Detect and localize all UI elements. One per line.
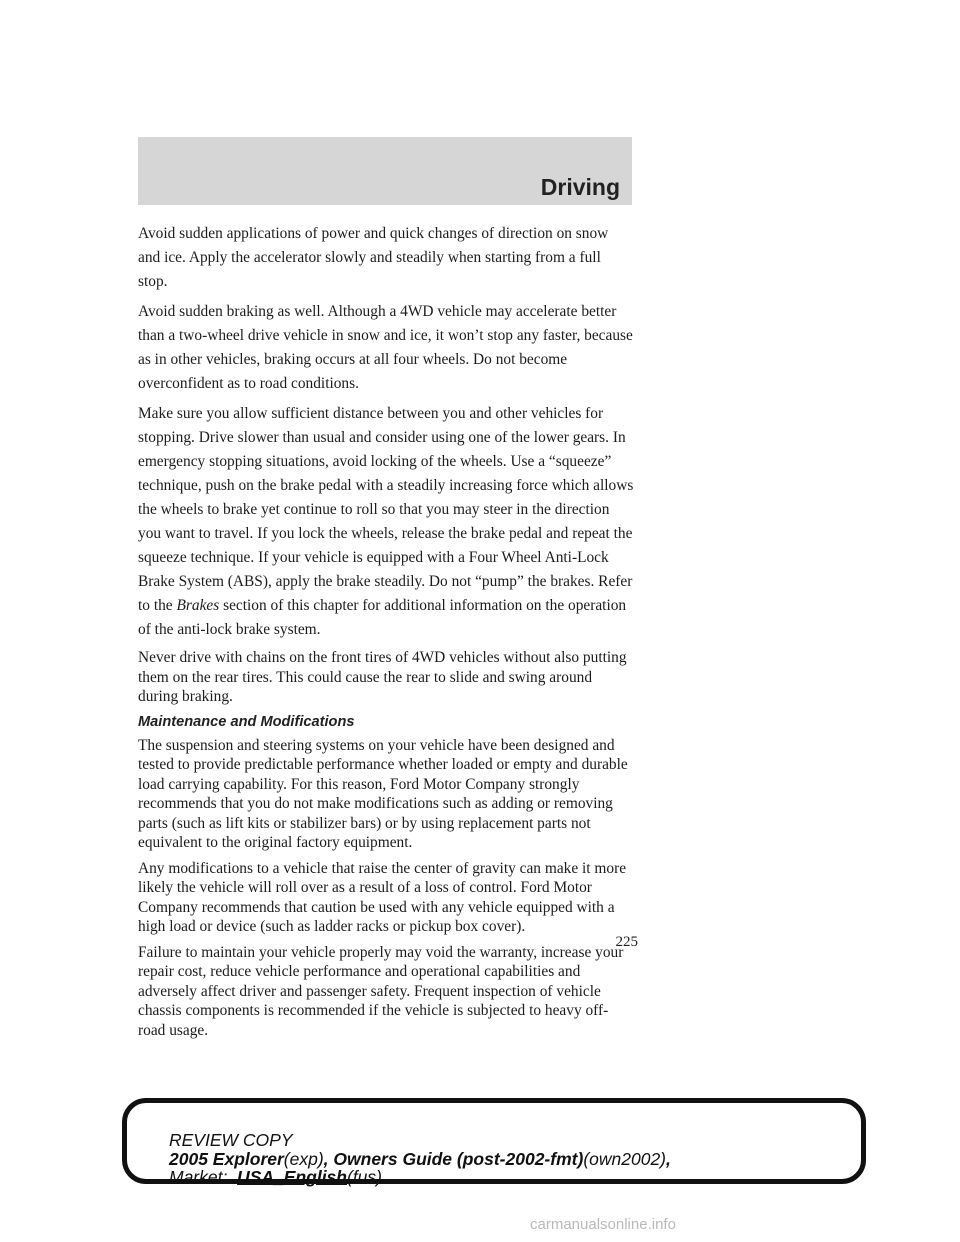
review-model: 2005 Explorer (169, 1149, 284, 1169)
section-title: Driving (540, 174, 620, 200)
review-market-code: (fus) (346, 1167, 382, 1187)
review-copy-label: REVIEW COPY (169, 1130, 293, 1150)
review-separator-2: , (666, 1149, 671, 1169)
review-model-code: (exp) (283, 1149, 324, 1169)
review-market-line (169, 1167, 382, 1188)
stopping-text-before: Make sure you allow sufficient distance between you and other vehicles for stopping. Drive slower than usual and consider using one of the lower gears. In emergency stopping situations, avoid locking of the wheels. Use a “squeeze” technique, push on the brake pedal with a steadily increasing force which allows the wheels to brake yet continue to roll so that you may steer in the direction you want to travel. If you lock the wheels, release the brake pedal and repeat the squeeze technique. If your vehicle is equipped with a Four Wheel Anti-Lock Brake System (ABS), apply the brake steadily. Do not “pump” the brakes. Refer to the (138, 405, 634, 614)
paragraph-stopping-distance (138, 402, 634, 642)
review-guide-code: (own2002) (583, 1149, 667, 1169)
watermark: carmanualsonline.info (530, 1216, 676, 1233)
review-separator-1: , (323, 1149, 334, 1169)
paragraph-modifications: Any modifications to a vehicle that raise the center of gravity can make it more likely the vehicle will roll over as a result of a loss of control. Ford Motor Company recommends that caution be used with any vehicle equipped with a high load or device (such as ladder racks or pickup box cover). (138, 859, 627, 935)
page-number: 225 (615, 934, 638, 950)
body-text (138, 222, 634, 1046)
review-market-label: Market: (169, 1167, 228, 1187)
paragraph-maintenance: Failure to maintain your vehicle properly may void the warranty, increase your repair cost, reduce vehicle performance and operational capabilities and adversely affect driver and passenger safety. Frequent inspection of vehicle chassis components is recommended if the vehicle is subjected to heavy off-road usage. (138, 943, 624, 1039)
paragraph-suspension: The suspension and steering systems on your vehicle have been designed and tested to provide predictable performance whether loaded or empty and durable load carrying capability. For this reason, Ford Motor Company strongly recommends that you do not make modifications such as adding or removing parts (such as lift kits or stabilizer bars) or by using replacement parts not equivalent to the original factory equipment. (138, 736, 628, 851)
subheading-maintenance: Maintenance and Modifications (138, 713, 355, 730)
section-header-band (138, 137, 632, 205)
review-guide: Owners Guide (post-2002-fmt) (333, 1149, 584, 1169)
paragraph-power: Avoid sudden applications of power and quick changes of direction on snow and ice. Apply the accelerator slowly and steadily when starting from a full stop. (138, 225, 609, 290)
stopping-text-after: section of this chapter for additional information on the operation of the anti-lock brake system. (138, 597, 627, 638)
paragraph-braking: Avoid sudden braking as well. Although a 4WD vehicle may accelerate better than a two-wheel drive vehicle in snow and ice, it won’t stop any faster, because as in other vehicles, braking occurs at all four wheels. Do not become overconfident as to road conditions. (138, 303, 633, 392)
review-market: USA_English (237, 1167, 347, 1187)
review-copy-box (122, 1098, 866, 1187)
paragraph-chains: Never drive with chains on the front tires of 4WD vehicles without also putting them on the rear tires. This could cause the rear to slide and swing around during braking. (138, 649, 627, 705)
brakes-reference: Brakes (176, 597, 220, 614)
